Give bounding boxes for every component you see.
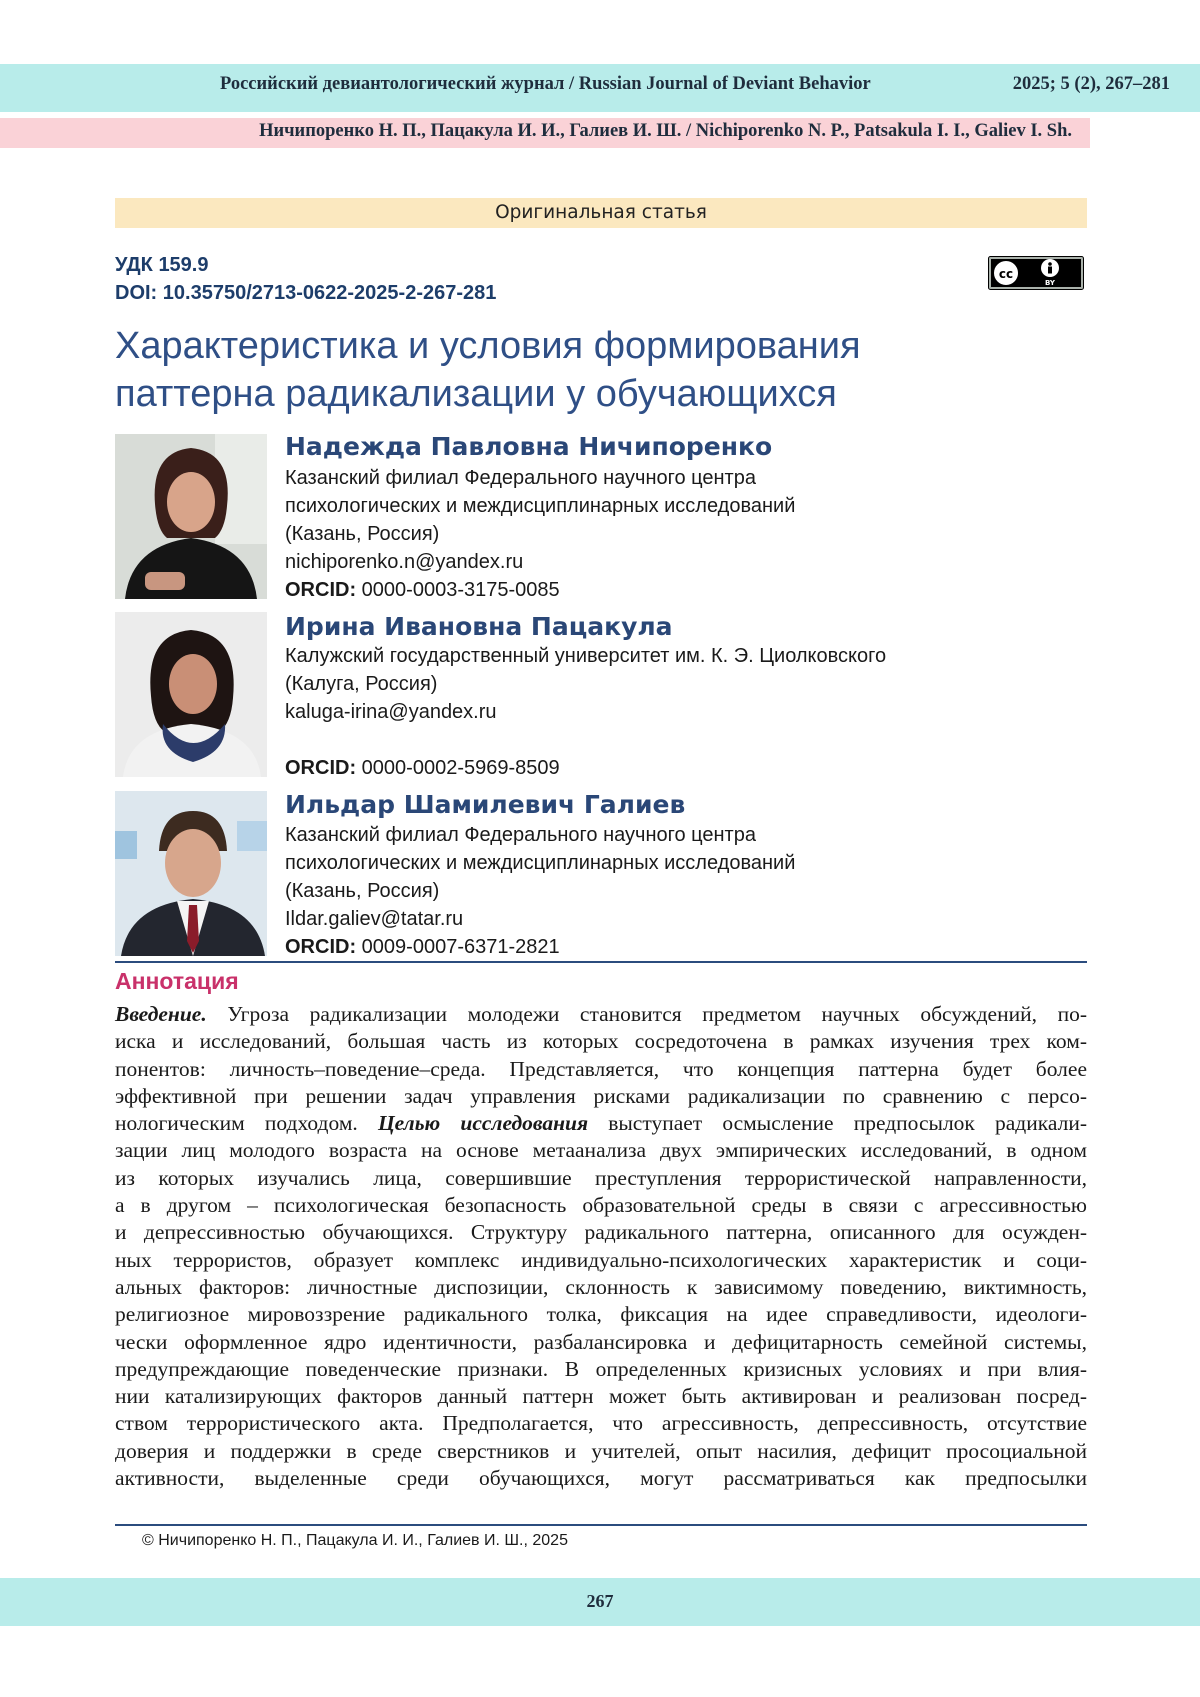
annotation-line: а в другом – психологическая безопасность образовательной среды в связи с агрессивностью	[115, 1193, 1087, 1218]
article-title	[115, 322, 1095, 418]
aim-label: Целью исследования	[377, 1111, 589, 1136]
author-info-1	[285, 464, 795, 604]
author-email-1[interactable]: nichiporenko.n@yandex.ru	[285, 551, 524, 573]
affiliation-line: Казанский филиал Федерального научного центра	[285, 467, 756, 489]
title-line-2: паттерна радикализации у обучающихся	[115, 373, 837, 415]
annotation-body	[115, 1001, 1087, 1520]
footer-divider	[115, 1524, 1087, 1526]
affiliation-line: (Калуга, Россия)	[285, 673, 438, 695]
author-orcid-3[interactable]	[285, 933, 795, 961]
article-type: Оригинальная статья	[495, 202, 707, 223]
annotation-line: доверия и поддержки в среде сверстников и учителей, опыт насилия, дефицит просоциальной	[115, 1438, 1087, 1463]
affiliation-line: (Казань, Россия)	[285, 523, 440, 545]
author-photo-1	[115, 434, 267, 599]
running-authors: Ничипоренко Н. П., Пацакула И. И., Галиев И. Ш. / Nichiporenko N. P., Patsakula I. I., Galiev I. Sh.	[259, 121, 1072, 141]
journal-issue: 2025; 5 (2), 267–281	[1012, 74, 1170, 94]
annotation-line: ством террористического акта. Предполагается, что агрессивность, депрессивность, отсутствие	[115, 1411, 1087, 1436]
author-info-2	[285, 642, 886, 782]
journal-header	[0, 74, 1200, 104]
author-photo-3	[115, 791, 267, 956]
annotation-line: ных террористов, образует комплекс индивидуально-психологических характеристик и соци-	[115, 1247, 1087, 1272]
divider	[115, 961, 1087, 963]
annotation-line: религиозное мировоззрение радикального толка, фиксация на идее справедливости, идеологи-	[115, 1302, 1087, 1327]
author-name-2: Ирина Ивановна Пацакула	[285, 612, 673, 641]
annotation-line: нии катализирующих факторов данный паттерн может быть активирован и реализован посред-	[115, 1384, 1087, 1409]
orcid-value: 0000-0002-5969-8509	[361, 757, 560, 779]
author-email-2[interactable]: kaluga-irina@yandex.ru	[285, 701, 497, 723]
annotation-line: понентов: личность–поведение–среда. Представляется, что концепция паттерна будет более	[115, 1056, 1087, 1081]
by-text: BY	[1044, 279, 1056, 287]
orcid-label: ORCID:	[285, 757, 357, 779]
author-name-3: Ильдар Шамилевич Галиев	[285, 790, 686, 819]
doi[interactable]: DOI: 10.35750/2713-0622-2025-2-267-281	[115, 282, 497, 304]
affiliation-line: (Казань, Россия)	[285, 880, 440, 902]
author-info-3	[285, 821, 795, 961]
orcid-value: 0009-0007-6371-2821	[361, 936, 560, 958]
author-name-1: Надежда Павловна Ничипоренко	[285, 432, 773, 461]
affiliation-line: психологических и междисциплинарных исследований	[285, 852, 796, 874]
intro-label: Введение.	[115, 1002, 207, 1026]
annotation-line	[115, 1492, 1087, 1519]
cc-by-license-icon[interactable]	[988, 256, 1084, 290]
affiliation-line: Казанский филиал Федерального научного центра	[285, 824, 756, 846]
author-orcid-1[interactable]	[285, 576, 795, 604]
journal-title: Российский девиантологический журнал / Russian Journal of Deviant Behavior	[220, 74, 871, 94]
udk: УДК 159.9	[115, 254, 209, 276]
author-orcid-2[interactable]	[285, 754, 886, 782]
annotation-line: из которых изучались лица, совершившие преступления террористической направленности,	[115, 1165, 1087, 1190]
annotation-line: активности, выделенные среди обучающихся, могут рассматриваться как предпосылки	[115, 1466, 1087, 1491]
affiliation-line: Калужский государственный университет им. К. Э. Циолковского	[285, 645, 887, 667]
author-photo-2	[115, 612, 267, 777]
cc-text: cc	[998, 267, 1014, 281]
page-number: 267	[586, 1591, 614, 1611]
author-email-3[interactable]: Ildar.galiev@tatar.ru	[285, 908, 464, 930]
annotation-line: нологическим подходом. Целью исследования выступает осмысление предпосылок радикали-	[115, 1111, 1087, 1136]
annotation-line: зации лиц молодого возраста на основе метаанализа двух эмпирических исследований, в одном	[115, 1138, 1087, 1163]
copyright: © Ничипоренко Н. П., Пацакула И. И., Галиев И. Ш., 2025	[142, 1532, 568, 1549]
orcid-value: 0000-0003-3175-0085	[361, 579, 560, 601]
annotation-heading: Аннотация	[115, 968, 239, 994]
annotation-line: предупреждающие поведенческие признаки. В определенных кризисных условиях и при влия-	[115, 1356, 1087, 1381]
annotation-line: иска и исследований, большая часть из которых сосредоточена в рамках изучения трех ком-	[115, 1029, 1087, 1054]
orcid-label: ORCID:	[285, 936, 357, 958]
annotation-line: чески оформленное ядро идентичности, разбалансировка и дефицитарность семейной системы,	[115, 1329, 1087, 1354]
title-line-1: Характеристика и условия формирования	[115, 325, 861, 367]
annotation-line: альных факторов: личностные диспозиции, склонность к зависимому поведению, виктимность,	[115, 1274, 1087, 1299]
orcid-label: ORCID:	[285, 579, 357, 601]
annotation-line: Введение. Угроза радикализации молодежи становится предметом научных обсуждений, по-	[115, 1002, 1087, 1026]
affiliation-line: психологических и междисциплинарных исследований	[285, 495, 796, 517]
annotation-line: эффективной при решении задач управления рисками радикализации по сравнению с персо-	[115, 1083, 1087, 1108]
annotation-line: и депрессивностью обучающихся. Структуру радикального паттерна, описанного для осужден-	[115, 1220, 1087, 1245]
